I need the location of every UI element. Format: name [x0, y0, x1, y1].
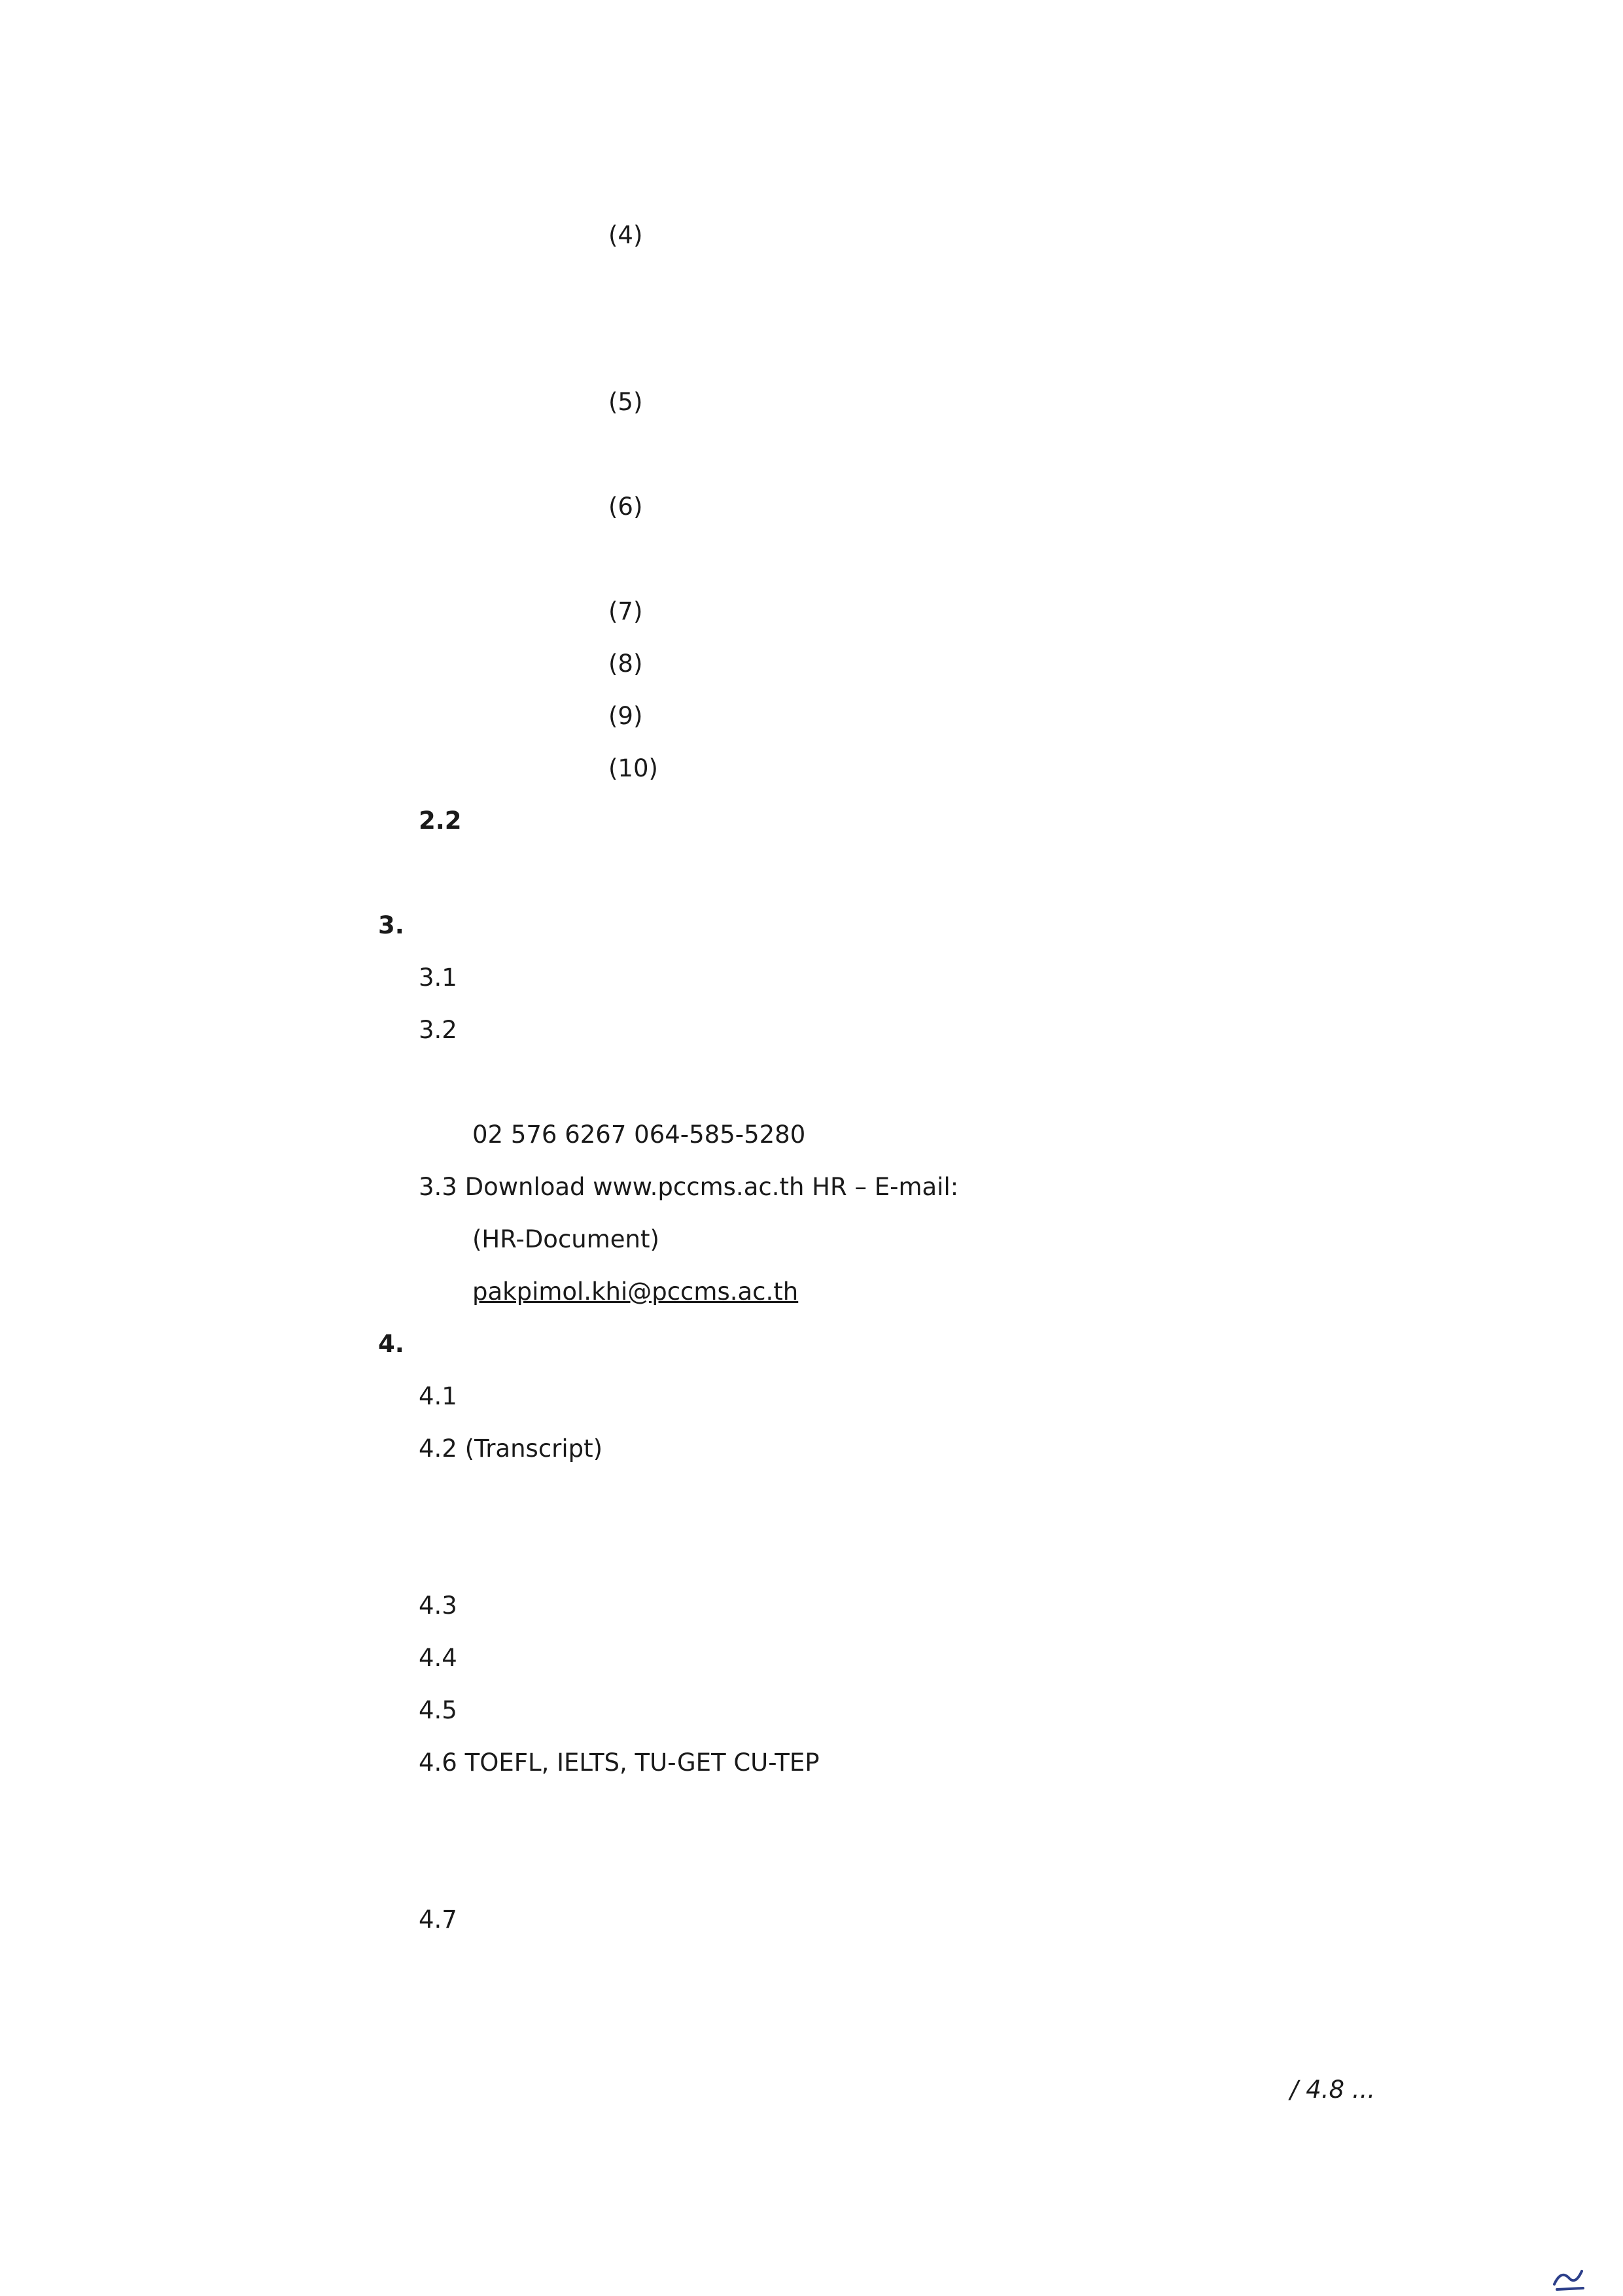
list-item — [608, 644, 642, 684]
item-number: (8) — [608, 650, 643, 678]
list-item — [419, 1743, 820, 1783]
list-item — [608, 697, 642, 736]
section-number: 3. — [378, 911, 404, 939]
continuation-marker: / 4.8 ... — [1290, 2076, 1376, 2104]
item-number: (7) — [608, 597, 643, 625]
item-text: Download www.pccms.ac.th HR – E-mail: — [464, 1173, 959, 1201]
list-item — [419, 1429, 602, 1469]
item-number: 4.1 — [419, 1382, 457, 1410]
list-item — [419, 958, 457, 998]
item-number: (6) — [608, 493, 643, 521]
item-number: (10) — [608, 754, 658, 782]
section-number: 4. — [378, 1330, 404, 1358]
item-number: 3.1 — [419, 964, 457, 992]
list-item — [419, 1011, 457, 1050]
item-number: 4.4 — [419, 1644, 457, 1672]
item-number: 3.2 — [419, 1016, 457, 1044]
item-number: (9) — [608, 702, 643, 730]
item-continuation: (HR-Document) — [472, 1225, 659, 1253]
list-item — [419, 1377, 457, 1416]
list-item — [608, 592, 642, 631]
list-item — [419, 1691, 457, 1730]
item-number: 3.3 — [419, 1173, 457, 1201]
item-number: 4.3 — [419, 1592, 457, 1620]
item-number: (5) — [608, 388, 643, 416]
list-item — [419, 1586, 457, 1626]
item-number: 4.2 — [419, 1435, 457, 1463]
list-item — [608, 749, 658, 788]
item-number: 4.6 — [419, 1748, 457, 1777]
section-number: 2.2 — [419, 807, 462, 835]
item-text: TOEFL, IELTS, TU-GET CU-TEP — [464, 1748, 820, 1777]
list-item — [419, 1900, 457, 1939]
item-number: 4.5 — [419, 1696, 457, 1724]
section-heading-4 — [378, 1325, 404, 1364]
item-number: (4) — [608, 221, 643, 249]
list-item — [608, 216, 642, 255]
list-item — [608, 487, 642, 527]
item-number: 4.7 — [419, 1905, 457, 1934]
list-item — [419, 1639, 457, 1678]
list-item — [608, 383, 642, 422]
item-text: (Transcript) — [464, 1435, 603, 1463]
list-item — [419, 1168, 958, 1207]
section-heading-3 — [378, 906, 404, 945]
section-heading-2-2 — [419, 801, 462, 841]
email-link[interactable]: pakpimol.khi@pccms.ac.th — [472, 1278, 799, 1306]
handwritten-initial-mark — [1549, 2258, 1588, 2295]
item-continuation: 02 576 6267 064-585-5280 — [472, 1121, 806, 1149]
